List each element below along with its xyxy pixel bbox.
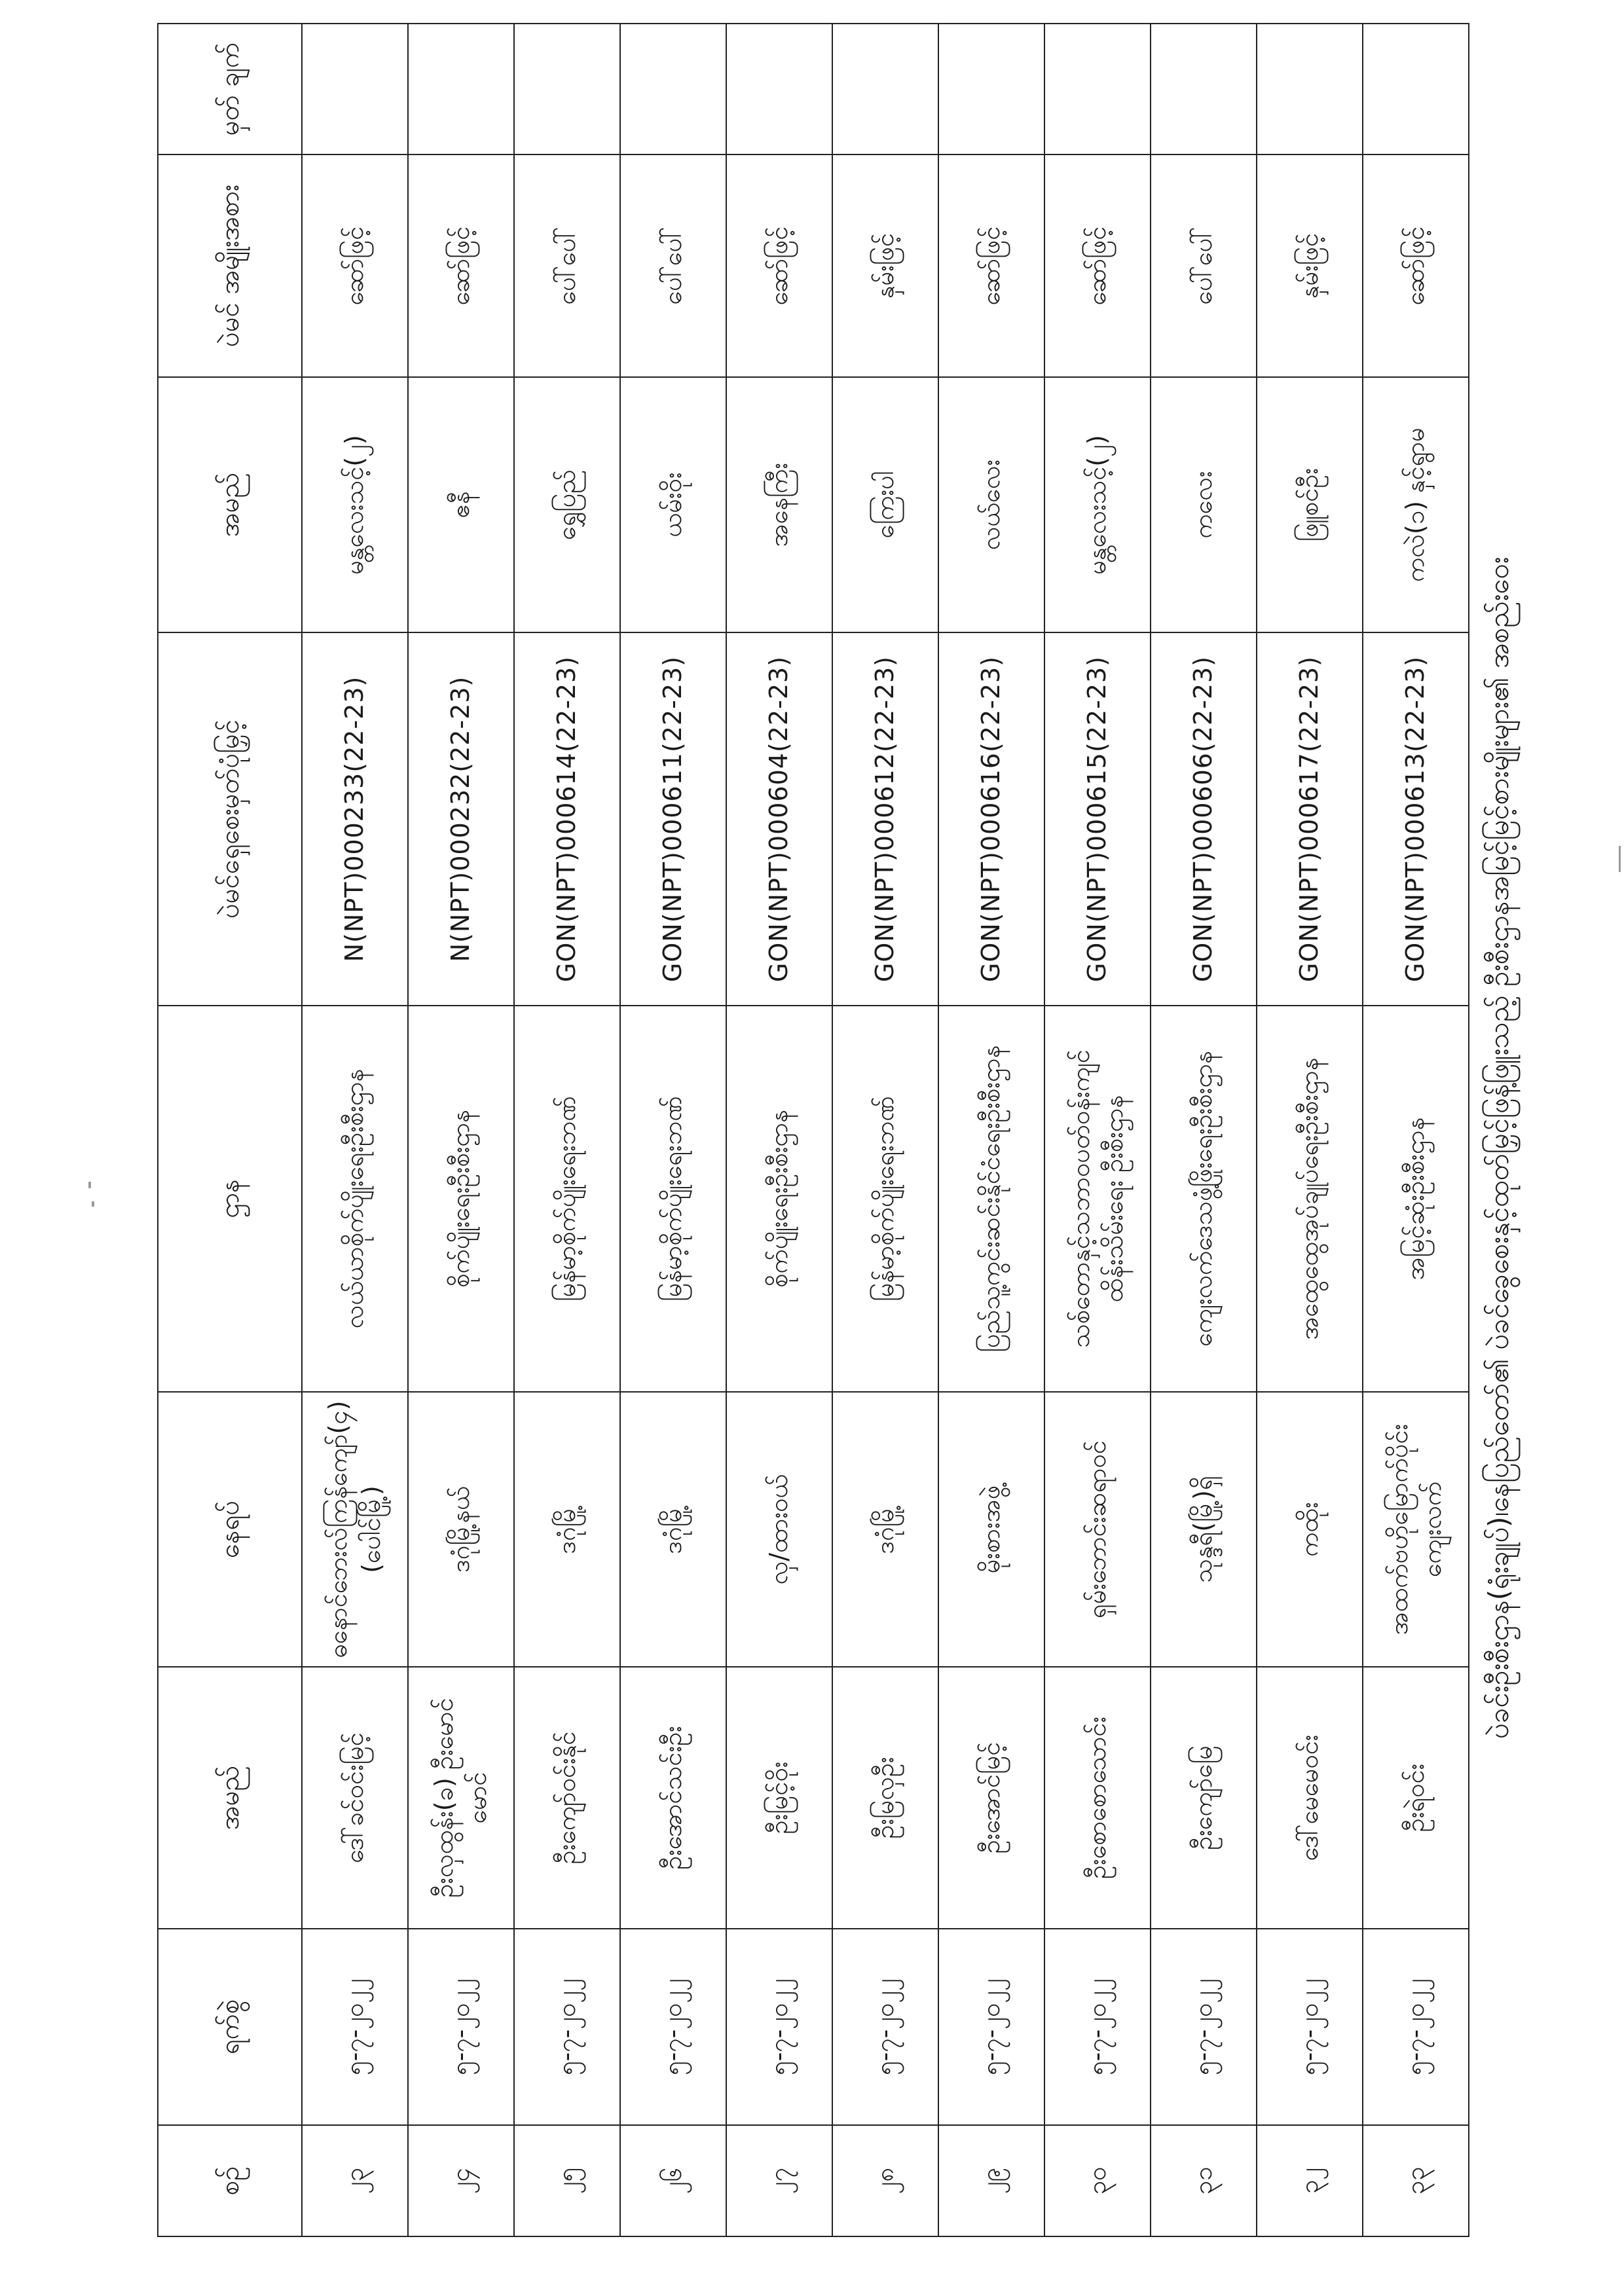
row-type: နှမ်းဖြင့် [832,155,938,377]
row-department: အထွေထွေအုပ်ချုပ်ရေးဦးစီးဌာန [1257,1006,1363,1392]
row-remark [1151,24,1257,155]
row-remark [938,24,1044,155]
row-code: GON(NPT)000616(22-23) [938,632,1044,1006]
row-no: ၂၈ [832,2125,938,2236]
row-no: ၃၁ [1151,2125,1257,2236]
row-address: လှ/ထားဝယ် [726,1392,832,1667]
row-date: ၅-၇-၂၀၂၂ [302,1929,408,2125]
table-header-row [158,24,302,2236]
header-no: စဉ် [158,2125,302,2236]
row-type: နှမ်းဖြင့် [1257,155,1363,377]
row-no: ၂၉ [938,2125,1044,2236]
table-row [1363,24,1469,2236]
row-code: GON(NPT)000611(22-23) [620,632,726,1006]
row-remark [514,24,620,155]
row-name: ဦးလှထွန်း(ခ) ဦးမောင်မောင် [408,1667,514,1929]
row-name: ဒေါ်မေမေဝင်း [1257,1667,1363,1929]
row-remark [1363,24,1469,155]
row-department: လယ်ယာစိုက်ပျိုးရေးဦးစီးဌာန [302,1006,408,1392]
row-no: ၂၅ [514,2125,620,2236]
table-row [938,24,1044,2236]
row-address: ကထိုး [1257,1392,1363,1667]
header-address: နေရပ် [158,1392,302,1667]
row-variety: ကလေး [1151,377,1257,632]
row-code: GON(NPT)000606(22-23) [1151,632,1257,1006]
row-date: ၅-၇-၂၀၂၂ [1044,1929,1151,2125]
row-type: ဆော်ဖြင့် [1044,155,1151,377]
table-row [1044,24,1151,2236]
row-address: မိုးစားအဖွဲ့ [938,1392,1044,1667]
row-address: ဒဂုံမြို့နယ် [408,1392,514,1667]
row-code: GON(NPT)000613(22-23) [1363,632,1469,1006]
row-department: စိုက်ပျိုးရေးဦးစီးဌာန [726,1006,832,1392]
header-type: ပဲမင် အမျိုးအစား [158,155,302,377]
row-code: GON(NPT)000615(22-23) [1044,632,1151,1006]
row-name: ဦးကျော်မြေ [1151,1667,1257,1929]
table-row [726,24,832,2236]
header-date: ရက်စွဲ [158,1929,302,2125]
row-name: ဦးစောစောသောင်း [1044,1667,1151,1929]
row-address: အထက်ဗဟိုမြောက်ပိုင်း ကျေးလက် [1363,1392,1469,1667]
row-variety: ကလဲ(၁) နှင့်ရွာမ [1363,377,1469,632]
table-row [1151,24,1257,2236]
row-type: ပေါ်ပေါ် [514,155,620,377]
row-date: ၅-၇-၂၀၂၂ [1257,1929,1363,2125]
row-department: အမြင့်ဆုံးဦးစီးဌာန [1363,1006,1469,1392]
row-remark [726,24,832,155]
row-variety: မန္တလေးသင့်(၂) [302,377,408,632]
row-remark [620,24,726,155]
row-type: ဆော်ဖြင့် [938,155,1044,377]
row-no: ၂၆ [620,2125,726,2236]
row-date: ၅-၇-၂၀၂၂ [726,1929,832,2125]
row-date: ၅-၇-၂၀၂၂ [938,1929,1044,2125]
table-row [832,24,938,2236]
table-row [514,24,620,2236]
row-remark [832,24,938,155]
row-department: စိုက်ပျိုးရေးဦးစီးဌာန [408,1006,514,1392]
row-variety: ယမ်းဝိုး [620,377,726,632]
row-department: သစ်တောနှင့်သဘာဝပတ်ဝန်းကျင်ထိန်းသိမ်းရေး ဦးစီးဌာန [1044,1006,1151,1392]
row-variety: ဧနီ [408,377,514,632]
row-code: GON(NPT)000612(22-23) [832,632,938,1006]
row-address: ဒဂုံမြို့ [514,1392,620,1667]
row-code: N(NPT)000232(22-23) [408,632,514,1006]
row-variety: လယ်လေး [938,377,1044,632]
row-type: ဆော်ဖြင့် [302,155,408,377]
row-remark [302,24,408,155]
row-type: ပေါ်ပေါ် [620,155,726,377]
row-no: ၂၄ [408,2125,514,2236]
row-remark [1044,24,1151,155]
row-code: GON(NPT)000614(22-23) [514,632,620,1006]
header-code: ပဲမင်ရှေစေးမှတ်ပုံမြှင့် [158,632,302,1006]
row-name: ဦးကျော်ဝင်းနိုင် [514,1667,620,1929]
row-type: ဆော်ဖြင့် [726,155,832,377]
row-address: ဒဂုံမြို့ [832,1392,938,1667]
row-code: GON(NPT)000604(22-23) [726,632,832,1006]
row-code: GON(NPT)000617(22-23) [1257,632,1363,1006]
table-row [408,24,514,2236]
row-address: ဓနောင်ဘေးလ်ကြန်ကျော်(၄) (ပေါင်မြို့) [302,1392,408,1667]
row-date: ၅-၇-၂၀၂၂ [620,1929,726,2125]
row-no: ၂၃ [302,2125,408,2236]
document-title: ပဲခင်းဦးစီးဌာန(ရုံးချုပ်)၊နေပြည်တော်၏ ပဲခင်ခွေစေးနှင့်ထုတ်မြှင့်ဖြန့်ဖြူးသည့် ဦးစီးဌာနအမြင့်မြင့်စားမျိုးများ၏ အစည်းဝေး [1483,556,1515,1740]
row-variety: ကြေးပါ [832,377,938,632]
row-variety: ဖြူစင်ဦး [1257,377,1363,632]
row-date: ၅-၇-၂၀၂၂ [1363,1929,1469,2125]
row-date: ၅-၇-၂၀၂၂ [832,1929,938,2125]
row-variety: မန္တလေးသင့်(၂) [1044,377,1151,632]
row-address: သုန္ဒရီ(မြို့)ရှိ [1151,1392,1257,1667]
row-no: ၃၂ [1257,2125,1363,2236]
row-name: ဦးအောင်မြင့် [938,1667,1044,1929]
row-department: မြန်မာ့စိုက်ပျိုးရေးဘဏ် [514,1006,620,1392]
row-code: N(NPT)000233(22-23) [302,632,408,1006]
row-variety: အနေကြီး [726,377,832,632]
row-name: ဦးရဲဝင်း [1363,1667,1469,1929]
row-department: မြန်မာ့စိုက်ပျိုးရေးဘဏ် [620,1006,726,1392]
header-name: အမည် [158,1667,302,1929]
row-no: ၃၀ [1044,2125,1151,2236]
row-name: ဦးမြင့်ဝိုး [726,1667,832,1929]
row-date: ၅-၇-၂၀၂၂ [408,1929,514,2125]
header-department: ဌာန [158,1006,302,1392]
row-date: ၅-၇-၂၀၂၂ [1151,1929,1257,2125]
row-type: ပေါ်ပေါ် [1151,155,1257,377]
row-name: ဦးအောင်သင်းဦး [620,1667,726,1929]
row-type: ဆော်ဖြင့် [408,155,514,377]
row-department: ပြည်သူ့ကွင်းဆင်းနိုင်ငံရေးဦးစီးဌာန [938,1006,1044,1392]
row-name: ဦးမြလှဦး [832,1667,938,1929]
table-row [1257,24,1363,2236]
row-address: ရှမ်းဘောင်းဆရာဝင် [1044,1392,1151,1667]
row-department: မြန်မာ့စိုက်ပျိုးရေးဘဏ် [832,1006,938,1392]
row-remark [1257,24,1363,155]
row-no: ၃၃ [1363,2125,1469,2236]
row-type: ဆော်ဖြင့် [1363,155,1469,377]
row-department: ကျေးလက်ဒေသဖွံ့ဖြိုးရေးဦးစီးဌာန [1151,1006,1257,1392]
header-remark: မှတ် ချက် [158,24,302,155]
row-address: ဒဂုံမြို့ [620,1392,726,1667]
table-row [302,24,408,2236]
header-variety: အမည် [158,377,302,632]
row-name: ဒေါ်ခင်ဝင်းမြင့် [302,1667,408,1929]
records-table [157,23,1469,2237]
table-row [620,24,726,2236]
row-remark [408,24,514,155]
row-variety: ရွှေပြည် [514,377,620,632]
row-date: ၅-၇-၂၀၂၂ [514,1929,620,2125]
row-no: ၂၇ [726,2125,832,2236]
